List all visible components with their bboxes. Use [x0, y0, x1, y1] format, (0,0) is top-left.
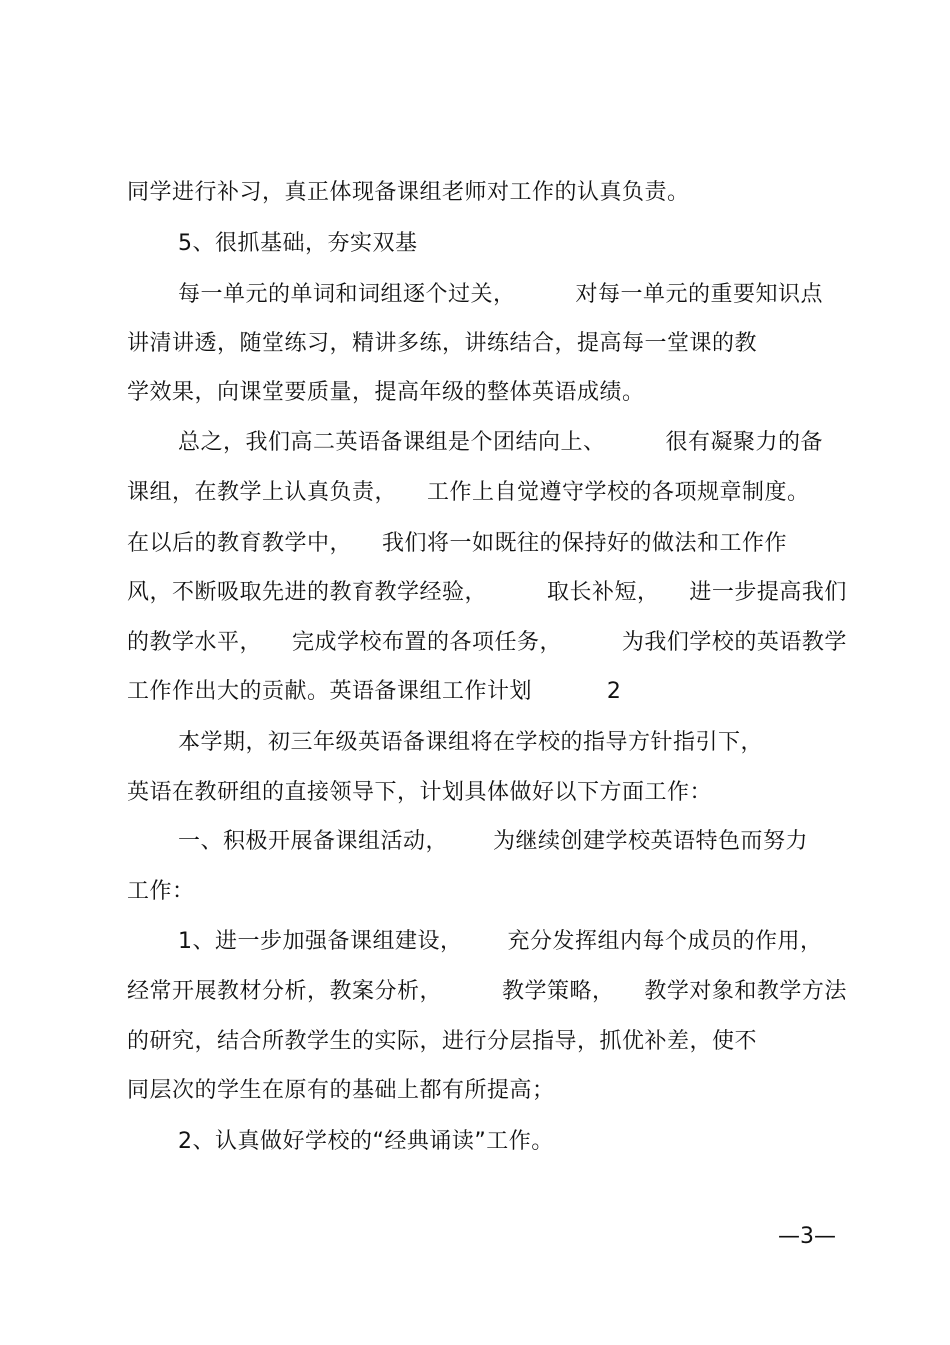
- text-line-14: 一、积极开展备课组活动， 为继续创建学校英语特色而努力: [178, 829, 808, 854]
- text-line-19: 同层次的学生在原有的基础上都有所提高；: [127, 1078, 555, 1103]
- text-line-3: 每一单元的单词和词组逐个过关， 对每一单元的重要知识点: [178, 282, 823, 307]
- text-line-12: 本学期，初三年级英语备课组将在学校的指导方针指引下，: [178, 730, 764, 755]
- text-line-6: 总之，我们高二英语备课组是个团结向上、 很有凝聚力的备: [178, 430, 823, 455]
- text-line-4: 讲清讲透，随堂练习，精讲多练，讲练结合，提高每一堂课的教: [127, 331, 758, 356]
- text-line-20: 2、认真做好学校的“经典诵读”工作。: [178, 1129, 554, 1154]
- text-line-11: 工作作出大的贡献。英语备课组工作计划 2: [127, 679, 622, 704]
- text-line-18: 的研究，结合所教学生的实际，进行分层指导，抓优补差，使不: [127, 1029, 758, 1054]
- text-line-10: 的教学水平， 完成学校布置的各项任务， 为我们学校的英语教学: [127, 630, 847, 655]
- text-line-8: 在以后的教育教学中， 我们将一如既往的保持好的做法和工作作: [127, 531, 787, 556]
- text-line-2: 5、很抓基础，夯实双基: [178, 231, 418, 256]
- text-line-15: 工作：: [127, 879, 195, 904]
- text-line-5: 学效果，向课堂要质量，提高年级的整体英语成绩。: [127, 380, 645, 405]
- text-line-13: 英语在教研组的直接领导下，计划具体做好以下方面工作：: [127, 780, 713, 805]
- text-line-9: 风，不断吸取先进的教育教学经验， 取长补短， 进一步提高我们: [127, 580, 847, 605]
- text-line-16: 1、进一步加强备课组建设， 充分发挥组内每个成员的作用，: [178, 929, 823, 954]
- page-number: —3—: [778, 1224, 836, 1249]
- text-line-17: 经常开展教材分析，教案分析， 教学策略， 教学对象和教学方法: [127, 979, 847, 1004]
- text-line-1: 同学进行补习，真正体现备课组老师对工作的认真负责。: [127, 180, 690, 205]
- text-line-7: 课组，在教学上认真负责， 工作上自觉遵守学校的各项规章制度。: [127, 480, 810, 505]
